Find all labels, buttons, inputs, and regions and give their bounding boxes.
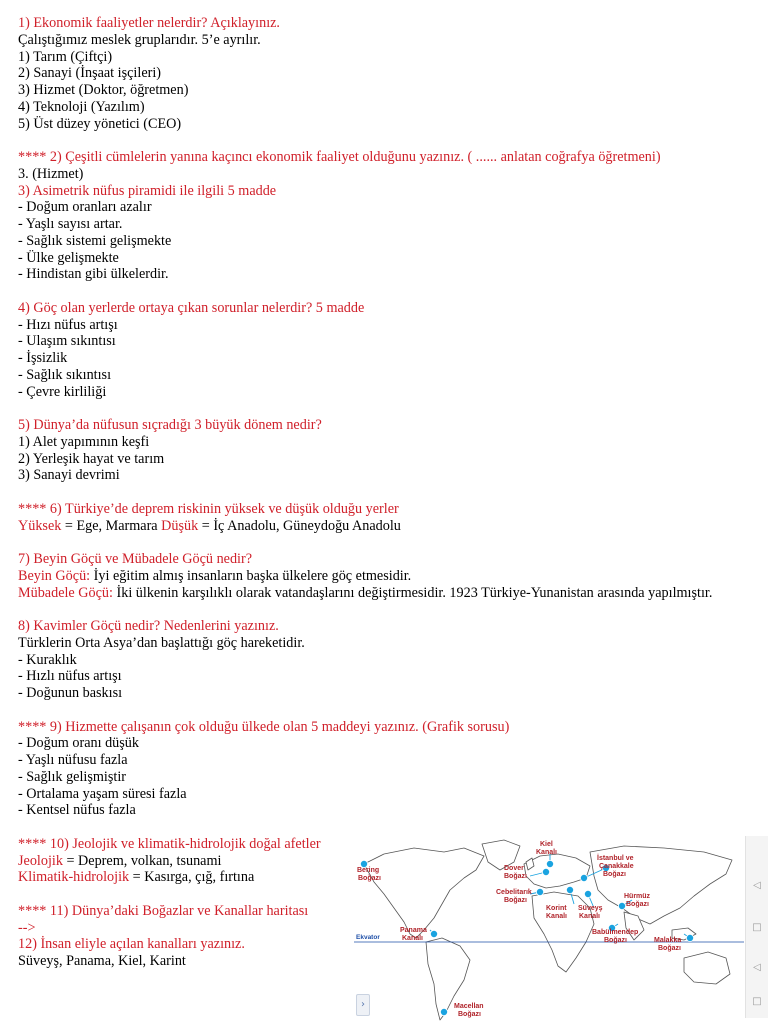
list-item: 4) Teknoloji (Yazılım) xyxy=(18,98,145,115)
malacca-strait-pin xyxy=(686,934,693,941)
gibraltar-label-2: Boğazı xyxy=(504,897,527,904)
dover-strait-pin xyxy=(542,868,549,875)
gibraltar-label-1: Cebelitarık xyxy=(496,889,532,896)
square-icon[interactable]: □ xyxy=(752,922,762,933)
answer-12: Süveyş, Panama, Kiel, Karint xyxy=(18,953,186,969)
kiel-label-2: Kanalı xyxy=(536,849,558,856)
list-item: 1) Tarım (Çiftçi) xyxy=(18,48,113,65)
geologic-text: = Deprem, volkan, tsunami xyxy=(62,852,222,869)
list-item: - Ortalama yaşam süresi fazla xyxy=(18,785,187,802)
malacca-label-2: Boğazı xyxy=(658,945,681,952)
suez-label-1: Süveyş xyxy=(578,905,603,912)
exchange-migration-label: Mübadele Göçü: xyxy=(18,584,113,601)
panama-canal-pin xyxy=(430,930,437,937)
istanbul-label-1: İstanbul ve xyxy=(597,855,634,862)
bab-el-mandeb-label-2: Boğazı xyxy=(604,937,627,944)
list-item: - Ülke gelişmekte xyxy=(18,249,119,266)
list-item: - Sağlık sıkıntısı xyxy=(18,366,112,383)
hormuz-label-2: Boğazı xyxy=(626,901,649,908)
list-item: - Doğunun baskısı xyxy=(18,685,123,701)
list-item: 1) Alet yapımının keşfi xyxy=(18,433,150,450)
equator-label: Ekvator xyxy=(356,934,380,941)
answer-7-brain-drain xyxy=(18,568,758,585)
list-item: - Yaşlı sayısı artar. xyxy=(18,216,123,232)
bering-label-1: Bering xyxy=(357,867,380,874)
answer-2: 3. (Hizmet) xyxy=(18,165,84,182)
question-8: 8) Kavimler Göçü nedir? Nedenlerini yazınız. xyxy=(18,618,279,634)
dover-label-2: Boğazı xyxy=(504,873,527,880)
question-1: 1) Ekonomik faaliyetler nelerdir? Açıklayınız. xyxy=(18,15,280,31)
high-risk-label: Yüksek xyxy=(18,517,62,534)
istanbul-strait-pin xyxy=(580,874,587,881)
answer-8-intro: Türklerin Orta Asya’dan başlattığı göç hareketidir. xyxy=(18,634,305,651)
list-item: - İşsizlik xyxy=(18,350,68,366)
bab-el-mandeb-label-1: Babülmendep xyxy=(592,929,639,936)
low-risk-text: = İç Anadolu, Güneydoğu Anadolu xyxy=(198,517,401,534)
magellan-strait-pin xyxy=(440,1008,447,1015)
answer-7-exchange xyxy=(18,585,758,602)
brain-drain-label: Beyin Göçü: xyxy=(18,567,91,584)
square-icon-2[interactable]: □ xyxy=(752,996,762,1007)
document-body xyxy=(18,15,758,970)
panama-label-1: Panama xyxy=(400,927,427,934)
list-item: - Kentsel nüfus fazla xyxy=(18,802,136,819)
istanbul-label-2: Çanakkale xyxy=(599,863,634,870)
north-america-landmass xyxy=(364,848,484,938)
list-item: - Çevre kirliliği xyxy=(18,383,107,400)
corinth-label-2: Kanalı xyxy=(546,913,568,920)
hormuz-strait-pin xyxy=(618,902,625,909)
answer-1-intro: Çalıştığımız meslek gruplarıdır. 5’e ayrılır. xyxy=(18,31,261,48)
list-item: 3) Sanayi devrimi xyxy=(18,467,120,484)
list-item: - Hızı nüfus artışı xyxy=(18,316,118,333)
answer-6 xyxy=(18,518,758,535)
europe-landmass xyxy=(524,854,590,888)
exchange-migration-text: İki ülkenin karşılıklı olarak vatandaşlarını değiştirmesidir. 1923 Türkiye-Yunanistan arasında yapılmıştır. xyxy=(112,584,713,601)
list-item: - Hızlı nüfus artışı xyxy=(18,668,122,685)
list-item: - Doğum oranları azalır xyxy=(18,199,152,216)
question-9: **** 9) Hizmette çalışanın çok olduğu ülkede olan 5 maddeyi yazınız. (Grafik sorusu) xyxy=(18,718,510,735)
list-item: - Sağlık gelişmiştir xyxy=(18,768,126,785)
bering-label-2: Boğazı xyxy=(358,875,381,882)
question-2: **** 2) Çeşitli cümlelerin yanına kaçıncı ekonomik faaliyet olduğunu yazınız. ( ...... anlatan coğrafya öğretmeni) xyxy=(18,149,661,165)
question-11: **** 11) Dünya’daki Boğazlar ve Kanallar haritası xyxy=(18,902,309,919)
question-5: 5) Dünya’da nüfusun sıçradığı 3 büyük dönem nedir? xyxy=(18,417,322,433)
brain-drain-text: İyi eğitim almış insanların başka ülkelere göç etmesidir. xyxy=(90,567,412,584)
kiel-label-1: Kiel xyxy=(540,841,553,848)
corinth-canal-pin xyxy=(566,886,573,893)
list-item: 2) Yerleşik hayat ve tarım xyxy=(18,450,165,467)
question-7: 7) Beyin Göçü ve Mübadele Göçü nedir? xyxy=(18,551,253,567)
kiel-canal-pin xyxy=(546,860,553,867)
list-item: 5) Üst düzey yönetici (CEO) xyxy=(18,115,182,132)
magellan-label-1: Macellan xyxy=(454,1003,484,1010)
question-10: **** 10) Jeolojik ve klimatik-hidrolojik doğal afetler xyxy=(18,835,321,852)
list-item: - Ulaşım sıkıntısı xyxy=(18,333,116,350)
hormuz-label-1: Hürmüz xyxy=(624,893,651,900)
question-3: 3) Asimetrik nüfus piramidi ile ilgili 5 madde xyxy=(18,182,277,199)
corinth-label-1: Korint xyxy=(546,905,567,912)
panama-label-2: Kanalı xyxy=(402,935,424,942)
world-map-image xyxy=(354,834,744,1024)
gibraltar-strait-pin xyxy=(536,888,543,895)
question-12: 12) İnsan eliyle açılan kanalları yazınız. xyxy=(18,936,245,953)
climatic-label: Klimatik-hidrolojik xyxy=(18,869,130,886)
straits-canals-map xyxy=(354,834,744,1024)
suez-canal-pin xyxy=(584,890,591,897)
play-back-icon-2[interactable]: ◁ xyxy=(753,962,761,973)
suez-label-2: Kanalı xyxy=(579,913,601,920)
list-item: - Sağlık sistemi gelişmekte xyxy=(18,232,172,249)
list-item: 3) Hizmet (Doktor, öğretmen) xyxy=(18,82,189,98)
list-item: - Yaşlı nüfusu fazla xyxy=(18,752,128,768)
question-11-arrow: --> xyxy=(18,919,36,936)
list-item: 2) Sanayi (İnşaat işçileri) xyxy=(18,65,162,82)
page-side-toolbar xyxy=(745,836,768,1018)
previous-page-button[interactable]: › xyxy=(356,994,370,1016)
magellan-label-2: Boğazı xyxy=(458,1011,481,1018)
question-6: **** 6) Türkiye’de deprem riskinin yüksek ve düşük olduğu yerler xyxy=(18,500,399,517)
list-item: - Doğum oranı düşük xyxy=(18,735,139,752)
question-4: 4) Göç olan yerlerde ortaya çıkan sorunlar nelerdir? 5 madde xyxy=(18,299,365,316)
africa-landmass xyxy=(532,892,594,972)
australia-landmass xyxy=(684,952,730,984)
low-risk-label: Düşük xyxy=(161,517,199,534)
high-risk-text: = Ege, Marmara xyxy=(61,517,162,534)
play-back-icon[interactable]: ◁ xyxy=(753,880,761,891)
climatic-text: = Kasırga, çığ, fırtına xyxy=(129,869,255,886)
list-item: - Hindistan gibi ülkelerdir. xyxy=(18,266,169,283)
list-item: - Kuraklık xyxy=(18,651,77,668)
geologic-label: Jeolojik xyxy=(18,852,63,869)
istanbul-label-3: Boğazı xyxy=(603,871,626,878)
malacca-label-1: Malakka xyxy=(654,937,682,944)
dover-label-1: Dover xyxy=(504,865,524,872)
